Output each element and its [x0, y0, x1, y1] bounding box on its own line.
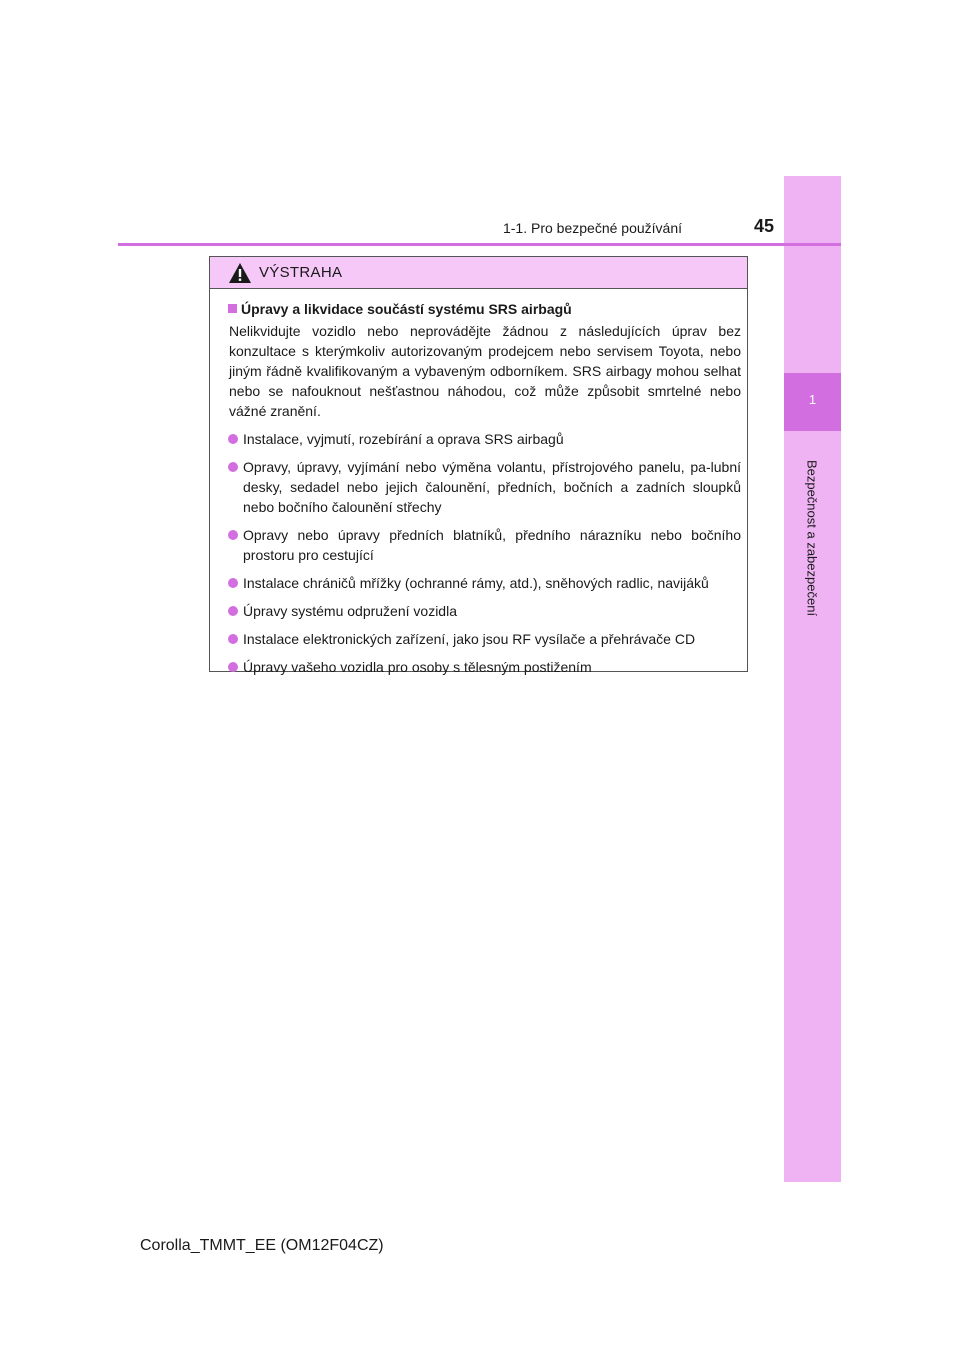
warning-section-title: [227, 299, 741, 319]
chapter-side-tab: [784, 176, 841, 1182]
list-item-text: Instalace, vyjmutí, rozebírání a oprava SRS airbagů: [243, 431, 564, 447]
list-item: [227, 573, 741, 593]
list-item-text: Opravy nebo úpravy předních blatníků, předního nárazníku nebo bočního prostoru pro cestující: [243, 527, 741, 563]
bullet-dot-icon: [228, 634, 238, 644]
bullet-dot-icon: [228, 662, 238, 672]
list-item: [227, 657, 741, 677]
bullet-dot-icon: [228, 462, 238, 472]
list-item: [227, 601, 741, 621]
bullet-dot-icon: [228, 530, 238, 540]
footer-document-id: Corolla_TMMT_EE (OM12F04CZ): [140, 1237, 384, 1254]
bullet-dot-icon: [228, 434, 238, 444]
square-bullet-icon: [228, 304, 237, 313]
bullet-dot-icon: [228, 606, 238, 616]
section-heading: 1-1. Pro bezpečné používání: [502, 220, 682, 236]
warning-section-title-text: Úpravy a likvidace součástí systému SRS airbagů: [241, 301, 572, 317]
header-divider: [118, 243, 841, 246]
bullet-dot-icon: [228, 578, 238, 588]
list-item-text: Opravy, úpravy, vyjímání nebo výměna volantu, přístrojového panelu, pa-lubní desky, sedadel nebo jejich čalounění, předních, bočních a zadních sloupků nebo bočního čalounění střechy: [243, 459, 741, 515]
list-item: [227, 457, 741, 517]
list-item-text: Úpravy vašeho vozidla pro osoby s tělesným postižením: [243, 659, 592, 675]
list-item: [227, 525, 741, 565]
list-item-text: Instalace elektronických zařízení, jako jsou RF vysílače a přehrávače CD: [243, 631, 696, 647]
warning-triangle-icon: [228, 262, 252, 284]
list-item: [227, 629, 741, 649]
list-item-text: Úpravy systému odpružení vozidla: [243, 603, 457, 619]
warning-box: [209, 256, 748, 675]
warning-header: [210, 257, 747, 289]
list-item: [227, 429, 741, 449]
page-number: 45: [753, 216, 774, 236]
list-item-text: Instalace chráničů mřížky (ochranné rámy, atd.), sněhových radlic, navijáků: [243, 575, 709, 591]
warning-body: [210, 289, 747, 677]
warning-title: VÝSTRAHA: [259, 264, 343, 281]
chapter-title: Bezpečnost a zabezpečení: [804, 459, 820, 617]
chapter-number: 1: [808, 392, 817, 407]
warning-paragraph: Nelikvidujte vozidlo nebo neprovádějte žádnou z následujících úprav bez konzultace s kterýmkoliv autorizovaným prodejcem nebo servisem Toyota, nebo jiným řádně kvalifikovaným a vybaveným odborníkem. SRS airbagy mohou selhat nebo se nafouknout nešťastnou náhodou, což může způsobit smrtelné nebo vážné zranění.: [229, 323, 741, 419]
